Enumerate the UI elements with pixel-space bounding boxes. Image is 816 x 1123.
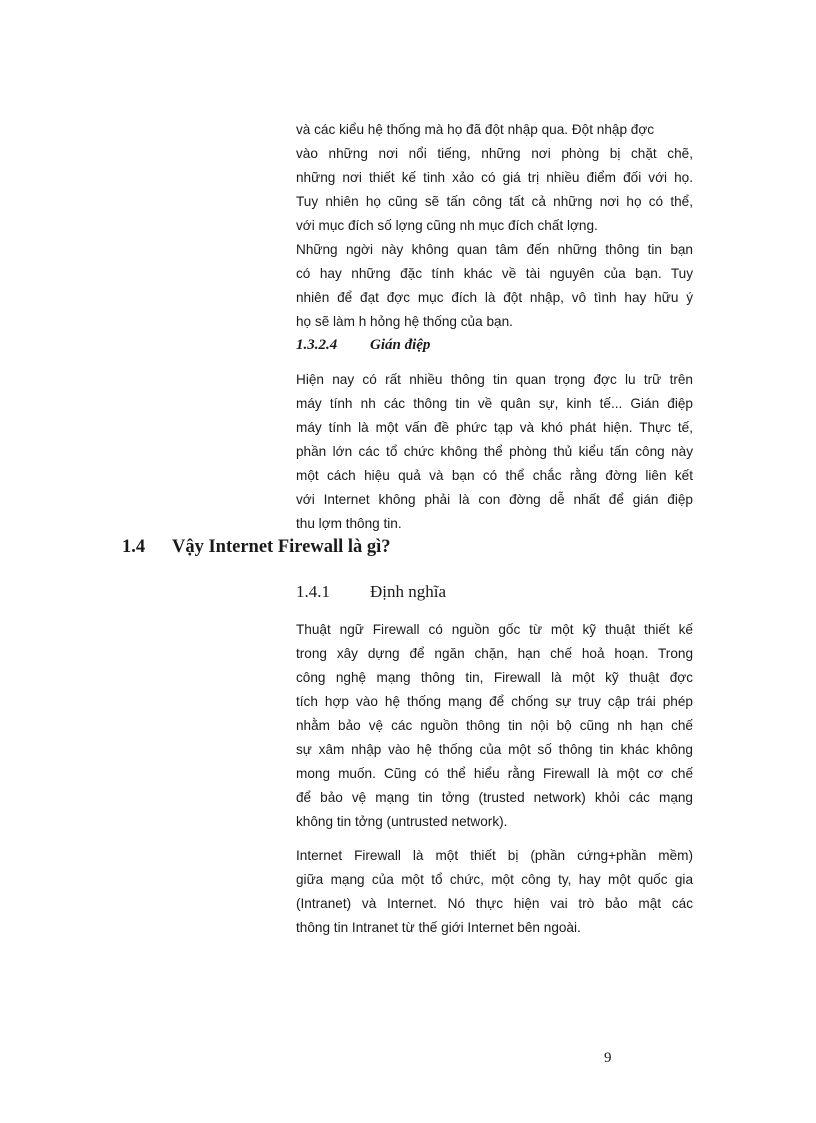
text-line: để bảo vệ mạng tin tởng (trusted network) khỏi các mạng: [296, 790, 693, 805]
text-line: có hay những đặc tính khác về tài nguyên của bạn. Tuy: [296, 266, 693, 281]
text-line: sự xâm nhập vào hệ thống của một số thông tin khác không: [296, 742, 693, 757]
text-line: mong muốn. Cũng có thể hiểu rằng Firewall là một cơ chế: [296, 766, 693, 781]
text-line: không tin tởng (untrusted network).: [296, 814, 508, 829]
text-line: với mục đích số lợng cũng nh mục đích chất lợng.: [296, 218, 598, 233]
text-line: Thuật ngữ Firewall có nguồn gốc từ một kỹ thuật thiết kế: [296, 622, 693, 637]
text-line: với Internet không phải là con đờng dễ nhất để gián điệp: [296, 492, 693, 507]
section-title: Vậy Internet Firewall là gì?: [172, 537, 391, 557]
section-number: 1.4.1: [296, 582, 330, 601]
section-heading-espionage: [296, 333, 430, 357]
text-line: và các kiểu hệ thống mà họ đã đột nhập qua. Đột nhập đợc: [296, 122, 655, 137]
text-line: Hiện nay có rất nhiều thông tin quan trọng đợc lu trữ trên: [296, 372, 693, 387]
section-number: 1.3.2.4: [296, 337, 338, 353]
text-line: máy tính là một vấn đề phức tạp và khó phát hiện. Thực tế,: [296, 420, 693, 435]
text-line: nhiên để đạt đợc mục đích là đột nhập, vô tình hay hữu ý: [296, 290, 693, 305]
text-line: thu lợm thông tin.: [296, 516, 402, 531]
text-line: trong xây dựng để ngăn chặn, hạn chế hoả hoạn. Trong: [296, 646, 693, 661]
text-line: nhằm bảo vệ các nguồn thông tin nội bộ cũng nh hạn chế: [296, 718, 693, 733]
page-number: 9: [604, 1050, 612, 1066]
section-title: Gián điệp: [370, 337, 431, 353]
text-line: Internet Firewall là một thiết bị (phần cứng+phần mềm): [296, 848, 693, 863]
text-line: một cách hiệu quả và bạn có thể chắc rằng đờng liên kết: [296, 468, 693, 483]
text-line: Những ngời này không quan tâm đến những thông tin bạn: [296, 242, 693, 257]
text-line: vào những nơi nổi tiếng, những nơi phòng bị chặt chẽ,: [296, 146, 693, 161]
text-line: máy tính nh các thông tin về quân sự, kinh tế... Gián điệp: [296, 396, 693, 411]
text-line: Tuy nhiên họ cũng sẽ tấn công tất cả những nơi họ có thể,: [296, 194, 693, 209]
section-heading-definition: [296, 579, 446, 605]
section-title: Định nghĩa: [370, 582, 447, 601]
text-line: tích hợp vào hệ thống mạng để chống sự truy cập trái phép: [296, 694, 693, 709]
text-line: họ sẽ làm h hỏng hệ thống của bạn.: [296, 314, 513, 329]
chapter-heading-firewall: [122, 533, 391, 561]
text-line: những nơi thiết kế tinh xảo có giá trị nhiều điểm đối với họ.: [296, 170, 693, 185]
text-line: phần lớn các tổ chức không thể phòng thủ kiểu tấn công này: [296, 444, 693, 459]
text-line: (Intranet) và Internet. Nó thực hiện vai trò bảo mật các: [296, 896, 693, 911]
text-line: giữa mạng của một tổ chức, một công ty, hay một quốc gia: [296, 872, 693, 887]
section-number: 1.4: [122, 537, 146, 557]
text-line: thông tin Intranet từ thế giới Internet bên ngoài.: [296, 920, 581, 935]
text-line: công nghệ mạng thông tin, Firewall là một kỹ thuật đợc: [296, 670, 693, 685]
